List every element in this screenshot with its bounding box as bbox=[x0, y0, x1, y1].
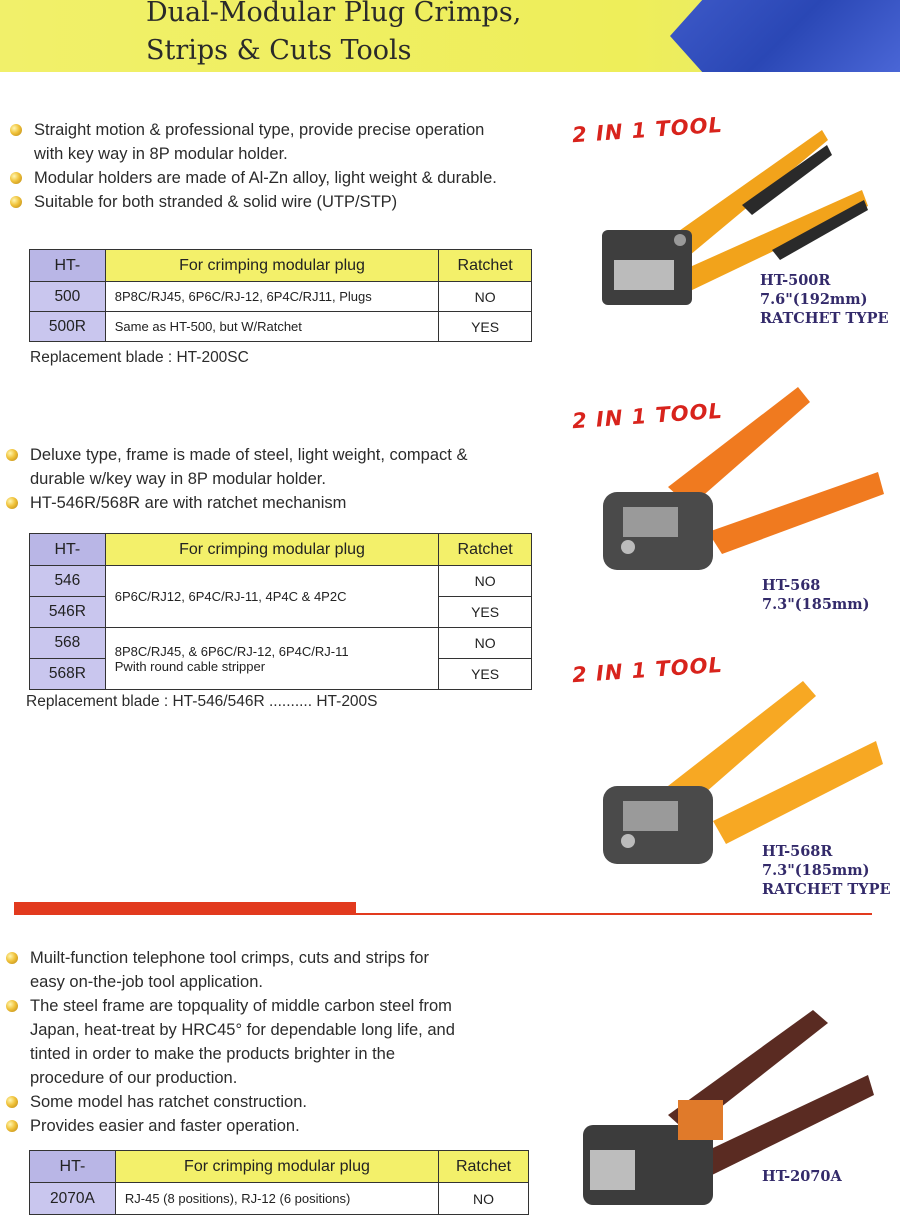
bullet-item: Suitable for both stranded & solid wire (UTP/STP) bbox=[10, 190, 510, 214]
bullet-icon bbox=[6, 1096, 18, 1108]
model-desc: 8P8C/RJ45, 6P6C/RJ-12, 6P4C/RJ11, Plugs bbox=[105, 282, 438, 312]
col-header-desc: For crimping modular plug bbox=[105, 250, 438, 282]
tool-label-ht500r: HT-500R 7.6"(192mm) RATCHET TYPE bbox=[760, 272, 889, 327]
page-title-line2: Strips & Cuts Tools bbox=[146, 35, 412, 66]
model-desc: 6P6C/RJ12, 6P4C/RJ-11, 4P4C & 4P2C bbox=[105, 566, 438, 628]
model-ratchet: NO bbox=[439, 1183, 529, 1215]
tool-pivot bbox=[674, 234, 686, 246]
bullet-icon bbox=[10, 124, 22, 136]
table-row bbox=[30, 312, 532, 342]
bullet-item: Straight motion & professional type, provide precise operation with key way in 8P modular holder. bbox=[10, 118, 510, 166]
bullet-icon bbox=[6, 1000, 18, 1012]
bullet-item: Provides easier and faster operation. bbox=[6, 1114, 456, 1138]
model-code: 568R bbox=[30, 659, 106, 690]
page-title-line1: Dual-Modular Plug Crimps, bbox=[146, 0, 522, 28]
model-code: 2070A bbox=[30, 1183, 116, 1215]
page-title bbox=[146, 0, 521, 70]
tool-jaw bbox=[590, 1150, 635, 1190]
section2-bullets bbox=[6, 443, 506, 515]
model-desc: Same as HT-500, but W/Ratchet bbox=[105, 312, 438, 342]
col-header-ratchet: Ratchet bbox=[439, 534, 532, 566]
col-header-ht: HT- bbox=[30, 250, 106, 282]
col-header-ratchet: Ratchet bbox=[439, 250, 532, 282]
bullet-item: Muilt-function telephone tool crimps, cuts and strips for easy on-the-job tool application. bbox=[6, 946, 456, 994]
model-desc: RJ-45 (8 positions), RJ-12 (6 positions) bbox=[115, 1183, 438, 1215]
table-row bbox=[30, 282, 532, 312]
two-in-one-badge: 2 IN 1 TOOL bbox=[571, 112, 724, 148]
model-ratchet: NO bbox=[439, 628, 532, 659]
tool-handle-upper bbox=[668, 387, 810, 507]
table-row bbox=[30, 628, 532, 659]
tool-jaw bbox=[614, 260, 674, 290]
model-ratchet: YES bbox=[439, 659, 532, 690]
model-code: 500R bbox=[30, 312, 106, 342]
model-ratchet: NO bbox=[439, 282, 532, 312]
crimp-tool-image bbox=[598, 382, 888, 582]
model-code: 546R bbox=[30, 597, 106, 628]
section3-bullets bbox=[6, 946, 456, 1138]
header-banner-accent bbox=[670, 0, 900, 72]
bullet-icon bbox=[6, 449, 18, 461]
bullet-icon bbox=[6, 952, 18, 964]
model-ratchet: YES bbox=[439, 312, 532, 342]
col-header-ht: HT- bbox=[30, 1151, 116, 1183]
replacement-note-2: Replacement blade : HT-546/546R .......... HT-200S bbox=[26, 693, 378, 710]
model-ratchet: NO bbox=[439, 566, 532, 597]
spec-table-3 bbox=[29, 1150, 529, 1215]
tool-label-ht568r: HT-568R 7.3"(185mm) RATCHET TYPE bbox=[762, 843, 891, 898]
tool-label-ht2070a: HT-2070A bbox=[762, 1168, 842, 1185]
bullet-icon bbox=[10, 196, 22, 208]
bullet-item: The steel frame are topquality of middle carbon steel from Japan, heat-treat by HRC45° for dependable long life, and tinted in order to make the products brighter in the procedure of our production. bbox=[6, 994, 456, 1090]
model-desc bbox=[105, 628, 438, 690]
tool-stripper bbox=[678, 1100, 723, 1140]
bullet-item: Some model has ratchet construction. bbox=[6, 1090, 456, 1114]
spec-table-2 bbox=[29, 533, 532, 690]
model-code: 500 bbox=[30, 282, 106, 312]
model-code: 546 bbox=[30, 566, 106, 597]
tool-pivot bbox=[621, 540, 635, 554]
spec-table-1 bbox=[29, 249, 532, 342]
model-ratchet: YES bbox=[439, 597, 532, 628]
two-in-one-badge: 2 IN 1 TOOL bbox=[571, 398, 724, 434]
table-row bbox=[30, 566, 532, 597]
col-header-desc: For crimping modular plug bbox=[105, 534, 438, 566]
table-row bbox=[30, 1183, 529, 1215]
bullet-icon bbox=[6, 497, 18, 509]
replacement-note-1: Replacement blade : HT-200SC bbox=[30, 349, 249, 366]
bullet-item: Deluxe type, frame is made of steel, light weight, compact & durable w/key way in 8P modular holder. bbox=[6, 443, 506, 491]
bullet-item: HT-546R/568R are with ratchet mechanism bbox=[6, 491, 506, 515]
two-in-one-badge: 2 IN 1 TOOL bbox=[571, 652, 724, 688]
model-desc-line2: Pwith round cable stripper bbox=[114, 658, 266, 674]
section-divider-line bbox=[14, 913, 872, 915]
tool-pivot bbox=[621, 834, 635, 848]
bullet-item: Modular holders are made of Al-Zn alloy, light weight & durable. bbox=[10, 166, 510, 190]
col-header-desc: For crimping modular plug bbox=[115, 1151, 438, 1183]
bullet-icon bbox=[6, 1120, 18, 1132]
tool-jaw bbox=[623, 507, 678, 537]
model-code: 568 bbox=[30, 628, 106, 659]
bullet-icon bbox=[10, 172, 22, 184]
tool-label-ht568: HT-568 7.3"(185mm) bbox=[762, 577, 870, 613]
section1-bullets bbox=[10, 118, 510, 214]
tool-handle-lower bbox=[708, 472, 884, 554]
model-desc-line1: 8P8C/RJ45, & 6P6C/RJ-12, 6P4C/RJ-11 bbox=[114, 643, 349, 659]
tool-jaw bbox=[623, 801, 678, 831]
col-header-ht: HT- bbox=[30, 534, 106, 566]
col-header-ratchet: Ratchet bbox=[439, 1151, 529, 1183]
